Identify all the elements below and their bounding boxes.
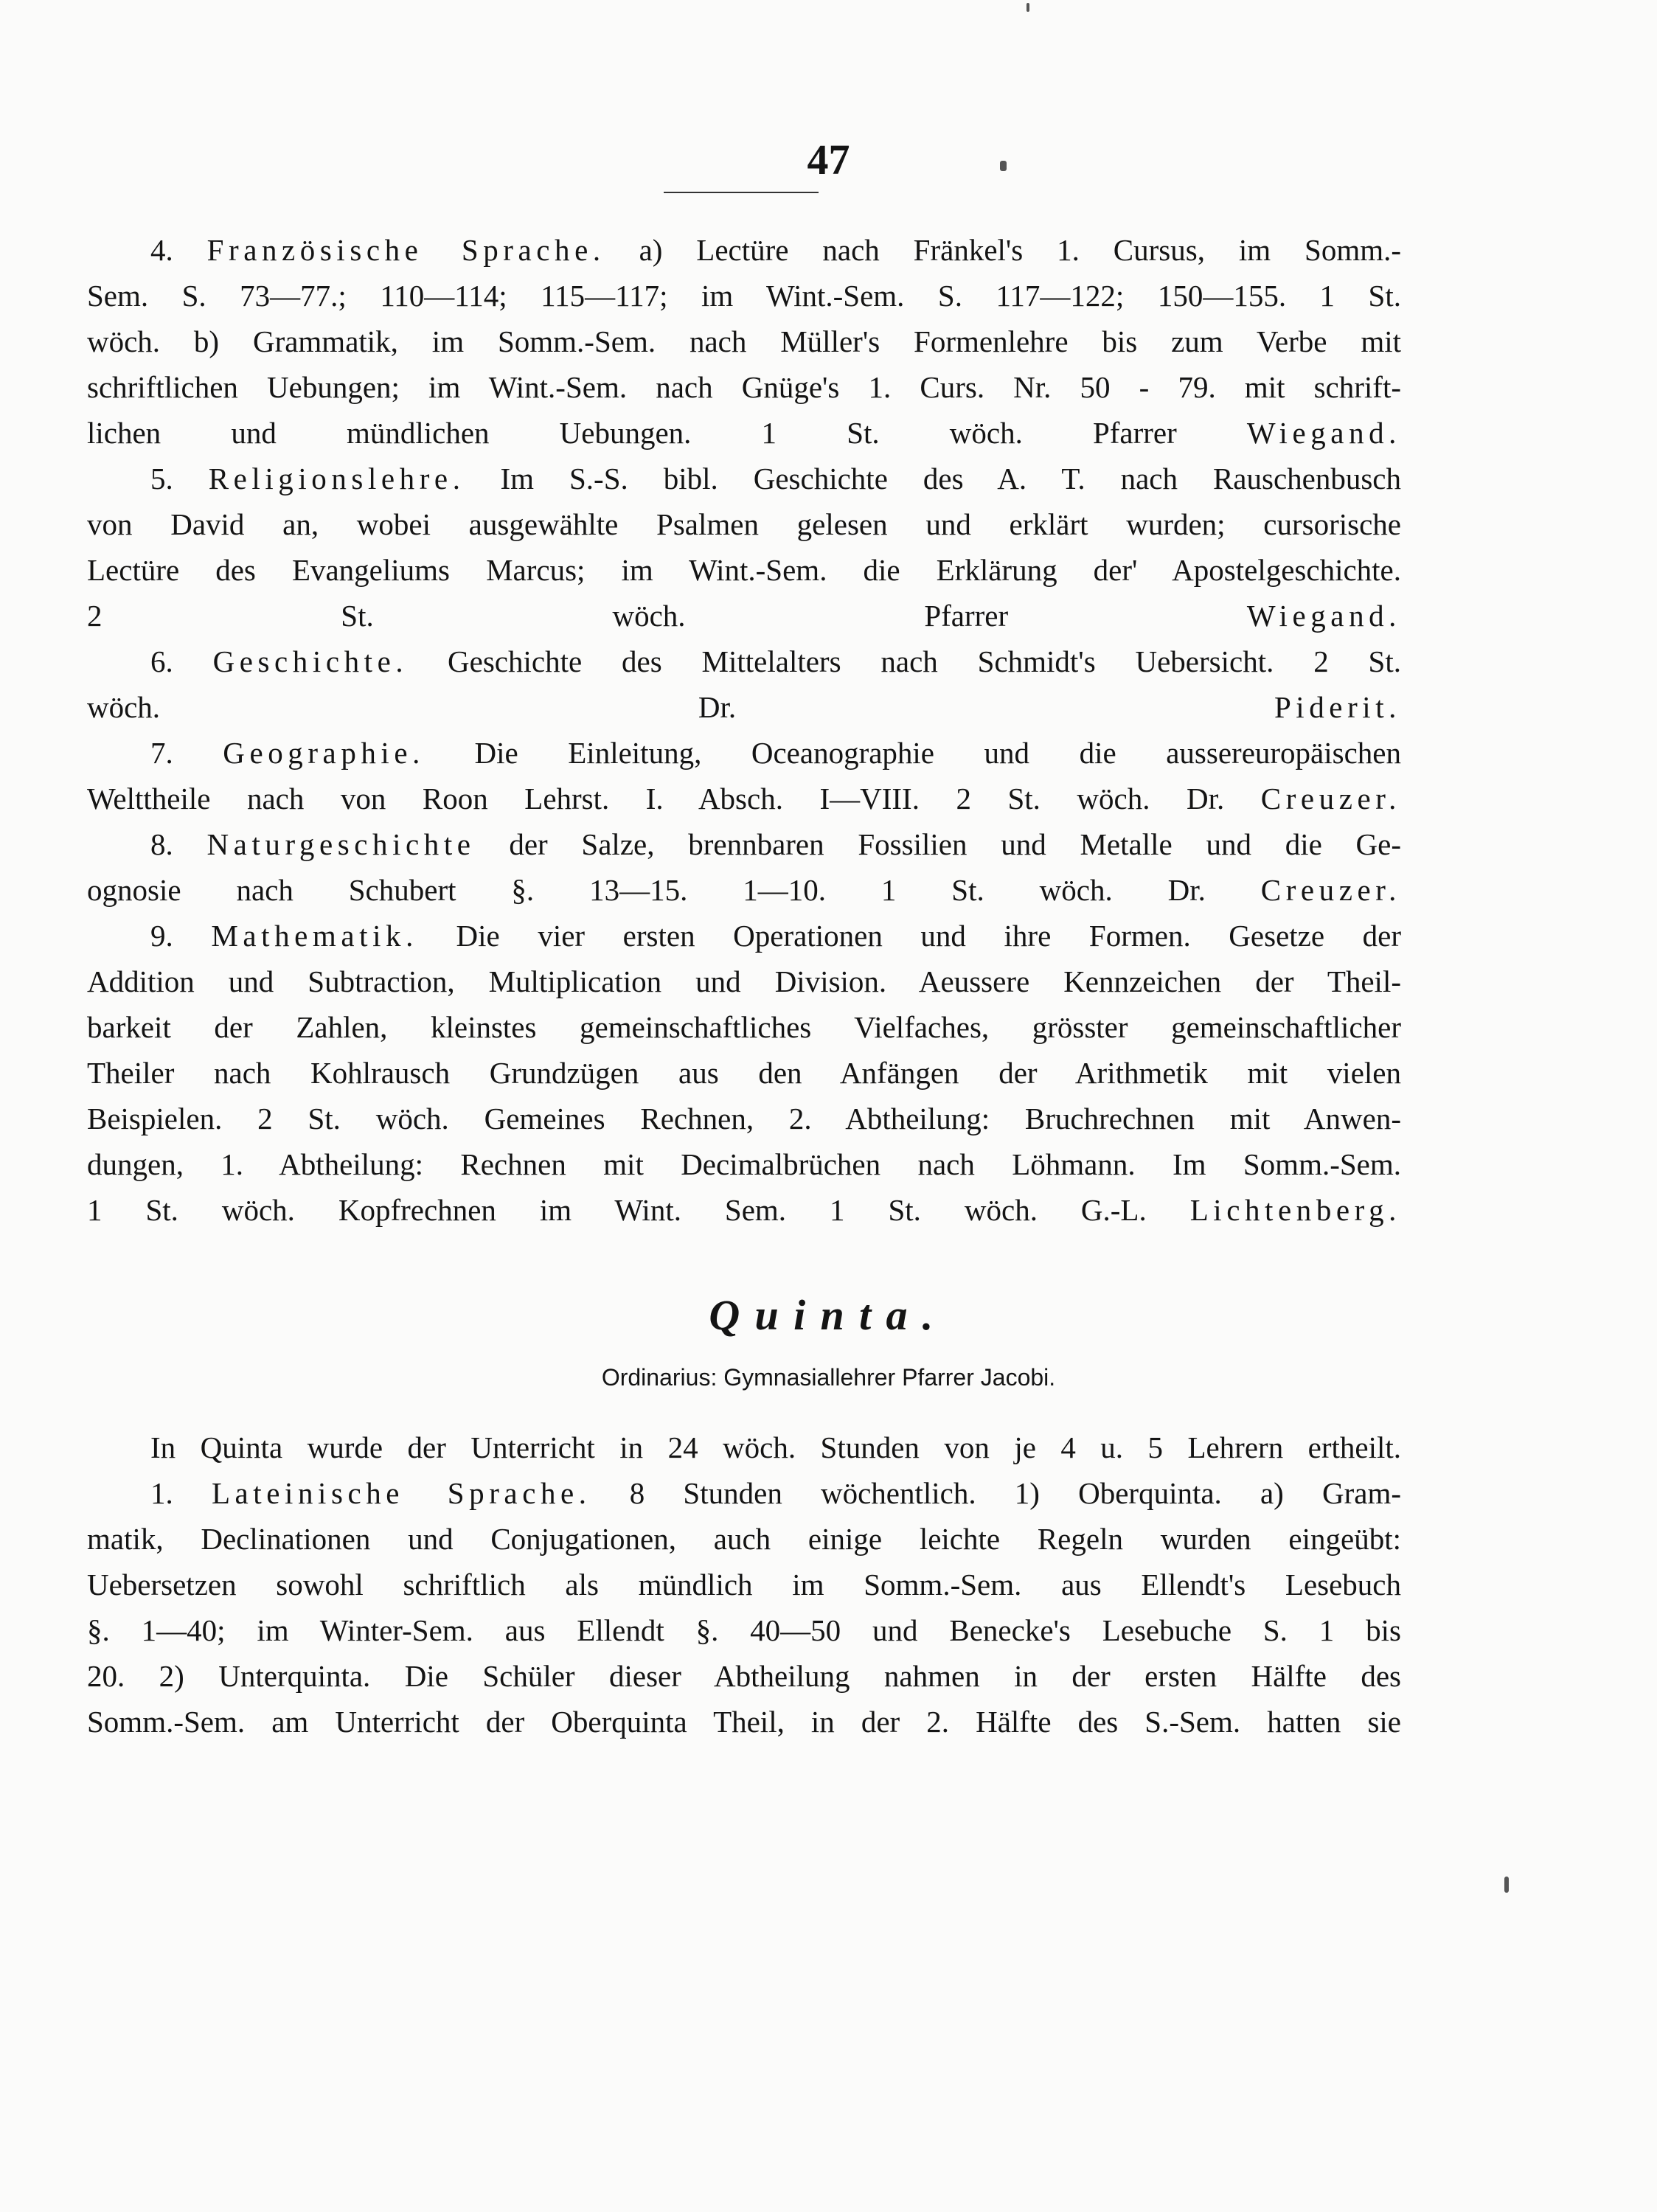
- text-line: [87, 1516, 1401, 1562]
- text-line: [87, 364, 1401, 410]
- text-segment: wöch. Dr.: [87, 690, 1274, 724]
- spaced-term: Wiegand.: [1246, 599, 1401, 633]
- text-line: [87, 1607, 1401, 1653]
- text-segment: 8.: [150, 827, 207, 861]
- text-segment: In Quinta wurde der Unterricht in 24 wöch. Stunden von je 4 u. 5 Lehrern ertheilt.: [150, 1430, 1401, 1464]
- text-block-before-section: [87, 227, 1401, 1233]
- page-number: 47: [807, 136, 850, 184]
- text-segment: barkeit der Zahlen, kleinstes gemeinschaftliches Vielfaches, grösster gemeinschaftlicher: [87, 1010, 1401, 1044]
- section-subtitle: Ordinarius: Gymnasiallehrer Pfarrer Jacobi.: [601, 1364, 1056, 1391]
- text-segment: schriftlichen Uebungen; im Wint.-Sem. nach Gnüge's 1. Curs. Nr. 50 - 79. mit schrift-: [87, 370, 1401, 404]
- text-line: [87, 1096, 1401, 1141]
- text-segment: Welttheile nach von Roon Lehrst. I. Absch. I—VIII. 2 St. wöch. Dr.: [87, 782, 1261, 815]
- spaced-term: Französische Sprache.: [206, 233, 605, 267]
- text-segment: 4.: [150, 233, 207, 267]
- spaced-term: Mathematik.: [211, 919, 418, 953]
- text-segment: 20. 2) Unterquinta. Die Schüler dieser Abtheilung nahmen in der ersten Hälfte des: [87, 1659, 1401, 1693]
- text-line: [87, 1699, 1401, 1745]
- spaced-term: Creuzer.: [1260, 873, 1401, 907]
- spaced-term: Naturgeschichte: [206, 827, 476, 861]
- text-segment: 1 St. wöch. Kopfrechnen im Wint. Sem. 1 St. wöch. G.-L.: [87, 1193, 1190, 1227]
- text-line: [87, 684, 1401, 730]
- text-segment: lichen und mündlichen Uebungen. 1 St. wöch. Pfarrer: [87, 416, 1247, 450]
- text-line: [87, 1425, 1401, 1470]
- spaced-term: Piderit.: [1274, 690, 1401, 724]
- text-line: [87, 227, 1401, 273]
- section-title: Quinta.: [709, 1291, 948, 1339]
- text-segment: Lectüre des Evangeliums Marcus; im Wint.-Sem. die Erklärung der' Apostelgeschichte.: [87, 553, 1401, 587]
- spaced-term: Lichtenberg.: [1189, 1193, 1401, 1227]
- text-line: [87, 1187, 1401, 1233]
- text-line: [87, 456, 1401, 501]
- text-segment: der Salze, brennbaren Fossilien und Metalle und die Ge-: [475, 827, 1401, 861]
- text-segment: 9.: [150, 919, 212, 953]
- spaced-term: Geographie.: [223, 736, 425, 770]
- text-line: [87, 1141, 1401, 1187]
- text-block-after-section: [87, 1425, 1401, 1745]
- text-segment: Theiler nach Kohlrausch Grundzügen aus den Anfängen der Arithmetik mit vielen: [87, 1056, 1401, 1090]
- text-segment: Sem. S. 73—77.; 110—114; 115—117; im Wint.-Sem. S. 117—122; 150—155. 1 St.: [87, 279, 1401, 313]
- spaced-term: Wiegand.: [1246, 416, 1401, 450]
- text-segment: ognosie nach Schubert §. 13—15. 1—10. 1 St. wöch. Dr.: [87, 873, 1261, 907]
- spaced-term: Lateinische Sprache.: [211, 1476, 591, 1510]
- text-segment: 1.: [150, 1476, 212, 1510]
- text-line: [87, 1470, 1401, 1516]
- text-segment: a) Lectüre nach Fränkel's 1. Cursus, im Somm.-: [605, 233, 1402, 267]
- spaced-term: Geschichte.: [212, 644, 409, 678]
- text-line: [87, 959, 1401, 1004]
- text-segment: Im S.-S. bibl. Geschichte des A. T. nach Rauschenbusch: [465, 462, 1401, 495]
- text-segment: 7.: [150, 736, 223, 770]
- text-segment: §. 1—40; im Winter-Sem. aus Ellendt §. 40—50 und Benecke's Lesebuche S. 1 bis: [87, 1613, 1401, 1647]
- text-segment: Die vier ersten Operationen und ihre Formen. Gesetze der: [417, 919, 1402, 953]
- text-segment: Geschichte des Mittelalters nach Schmidt's Uebersicht. 2 St.: [408, 644, 1401, 678]
- text-segment: 6.: [150, 644, 213, 678]
- text-segment: 5.: [150, 462, 209, 495]
- text-line: [87, 730, 1401, 776]
- text-line: [87, 273, 1401, 319]
- text-line: [87, 1050, 1401, 1096]
- scan-speck: [1026, 3, 1029, 12]
- text-segment: Uebersetzen sowohl schriftlich als mündlich im Somm.-Sem. aus Ellendt's Lesebuch: [87, 1568, 1401, 1601]
- text-line: [87, 1004, 1401, 1050]
- header-rule: [664, 192, 819, 193]
- text-segment: Addition und Subtraction, Multiplication und Division. Aeussere Kennzeichen der Theil-: [87, 964, 1401, 998]
- scan-speck: [1000, 161, 1007, 171]
- text-line: [87, 501, 1401, 547]
- spaced-term: Religionslehre.: [208, 462, 465, 495]
- text-line: [87, 410, 1401, 456]
- text-segment: Beispielen. 2 St. wöch. Gemeines Rechnen, 2. Abtheilung: Bruchrechnen mit Anwen-: [87, 1102, 1401, 1135]
- text-segment: Die Einleitung, Oceanographie und die aussereuropäischen: [424, 736, 1401, 770]
- text-line: [87, 913, 1401, 959]
- text-line: [87, 776, 1401, 821]
- spaced-term: Creuzer.: [1260, 782, 1401, 815]
- scan-speck: [1504, 1877, 1509, 1893]
- text-line: [87, 867, 1401, 913]
- text-line: [87, 639, 1401, 684]
- text-segment: Somm.-Sem. am Unterricht der Oberquinta Theil, in der 2. Hälfte des S.-Sem. hatten sie: [87, 1705, 1401, 1739]
- text-line: [87, 1653, 1401, 1699]
- text-segment: matik, Declinationen und Conjugationen, auch einige leichte Regeln wurden eingeübt:: [87, 1522, 1401, 1556]
- text-line: [87, 593, 1401, 639]
- text-line: [87, 1562, 1401, 1607]
- text-segment: dungen, 1. Abtheilung: Rechnen mit Decimalbrüchen nach Löhmann. Im Somm.-Sem.: [87, 1147, 1401, 1181]
- text-line: [87, 319, 1401, 364]
- text-segment: wöch. b) Grammatik, im Somm.-Sem. nach Müller's Formenlehre bis zum Verbe mit: [87, 324, 1401, 358]
- text-segment: 2 St. wöch. Pfarrer: [87, 599, 1247, 633]
- text-line: [87, 547, 1401, 593]
- text-line: [87, 821, 1401, 867]
- text-segment: 8 Stunden wöchentlich. 1) Oberquinta. a) Gram-: [591, 1476, 1402, 1510]
- text-segment: von David an, wobei ausgewählte Psalmen gelesen und erklärt wurden; cursorische: [87, 507, 1401, 541]
